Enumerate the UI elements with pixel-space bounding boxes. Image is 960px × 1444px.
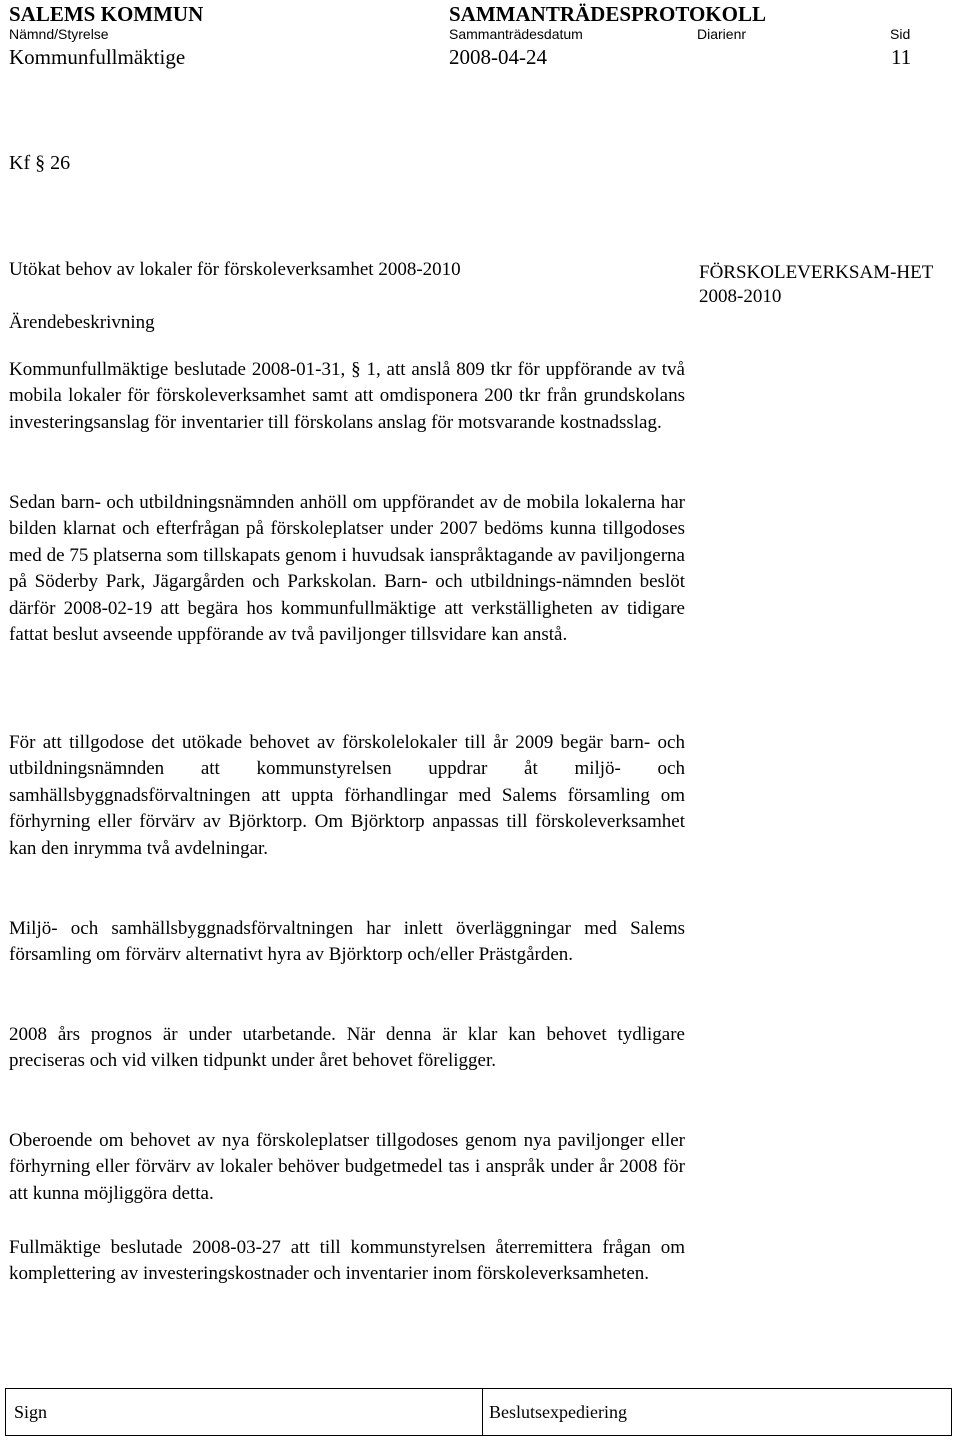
- paragraph-3: För att tillgodose det utökade behovet av förskolelokaler till år 2009 begär barn- och utbildningsnämnden att kommunstyrelsen uppdrar åt miljö- och samhällsbyggnadsförvaltningen att uppta förhandlingar med Salems församling om förhyrning eller förvärv av Björktorp. Om Björktorp anpassas till förskoleverksamhet kan den inrymma två avdelningar.: [9, 732, 685, 859]
- signature-footer: [5, 1388, 952, 1436]
- header-value-date: 2008-04-24: [449, 45, 547, 69]
- sign-label: Sign: [14, 1402, 48, 1422]
- header-label-page: Sid: [890, 26, 911, 42]
- footer-divider: [482, 1389, 483, 1435]
- header-label-registry: Diarienr: [697, 26, 747, 42]
- document-type: SAMMANTRÄDESPROTOKOLL: [449, 2, 766, 26]
- header-label-body: Nämnd/Styrelse: [9, 26, 109, 42]
- section-heading: Ärendebeskrivning: [9, 312, 155, 333]
- case-title: Utökat behov av lokaler för förskoleverksamhet 2008-2010: [9, 259, 461, 280]
- paragraph-2: Sedan barn- och utbildningsnämnden anhöll om uppförandet av de mobila lokalerna har bilden klarnat och efterfrågan på förskoleplatser under 2007 bedöms kunna tillgodoses med de 75 platserna som tillskapats genom i huvudsak ianspråktagande av paviljongerna på Söderby Park, Jägargården och Parkskolan. Barn- och utbildnings-nämnden beslöt därför 2008-02-19 att begära hos kommunfullmäktige att verkställigheten av tidigare fattat beslut avseende uppförande av två paviljonger tillsvidare kan anstå.: [9, 492, 685, 646]
- organization-name: SALEMS KOMMUN: [9, 2, 204, 26]
- paragraph-6: Oberoende om behovet av nya förskoleplatser tillgodoses genom nya paviljonger eller förhyrning eller förvärv av lokaler behöver budgetmedel tas i anspråk under år 2008 för att kunna möjliggöra detta.: [9, 1130, 685, 1204]
- side-label: FÖRSKOLEVERKSAM-HET 2008-2010: [699, 262, 934, 307]
- header-value-page: 11: [891, 45, 912, 69]
- paragraph-1: Kommunfullmäktige beslutade 2008-01-31, § 1, att anslå 809 tkr för uppförande av två mobila lokaler för förskoleverksamhet samt att omdisponera 200 tkr från grundskolans investeringsanslag för inventarier till förskolans anslag för motsvarande kostnadsslag.: [9, 359, 685, 433]
- paragraph-4: Miljö- och samhällsbyggnadsförvaltningen har inlett överläggningar med Salems församling om förvärv alternativt hyra av Björktorp och/eller Prästgården.: [9, 918, 685, 966]
- paragraph-5: 2008 års prognos är under utarbetande. När denna är klar kan behovet tydligare preciseras och vid vilken tidpunkt under året behovet föreligger.: [9, 1024, 685, 1072]
- section-number: Kf § 26: [9, 152, 71, 174]
- header-value-body: Kommunfullmäktige: [9, 45, 186, 69]
- paragraph-7: Fullmäktige beslutade 2008-03-27 att till kommunstyrelsen återremittera frågan om komplettering av investeringskostnader och inventarier inom förskoleverksamheten.: [9, 1237, 685, 1285]
- header-label-date: Sammanträdesdatum: [449, 26, 583, 42]
- dispatch-label: Beslutsexpediering: [489, 1402, 627, 1422]
